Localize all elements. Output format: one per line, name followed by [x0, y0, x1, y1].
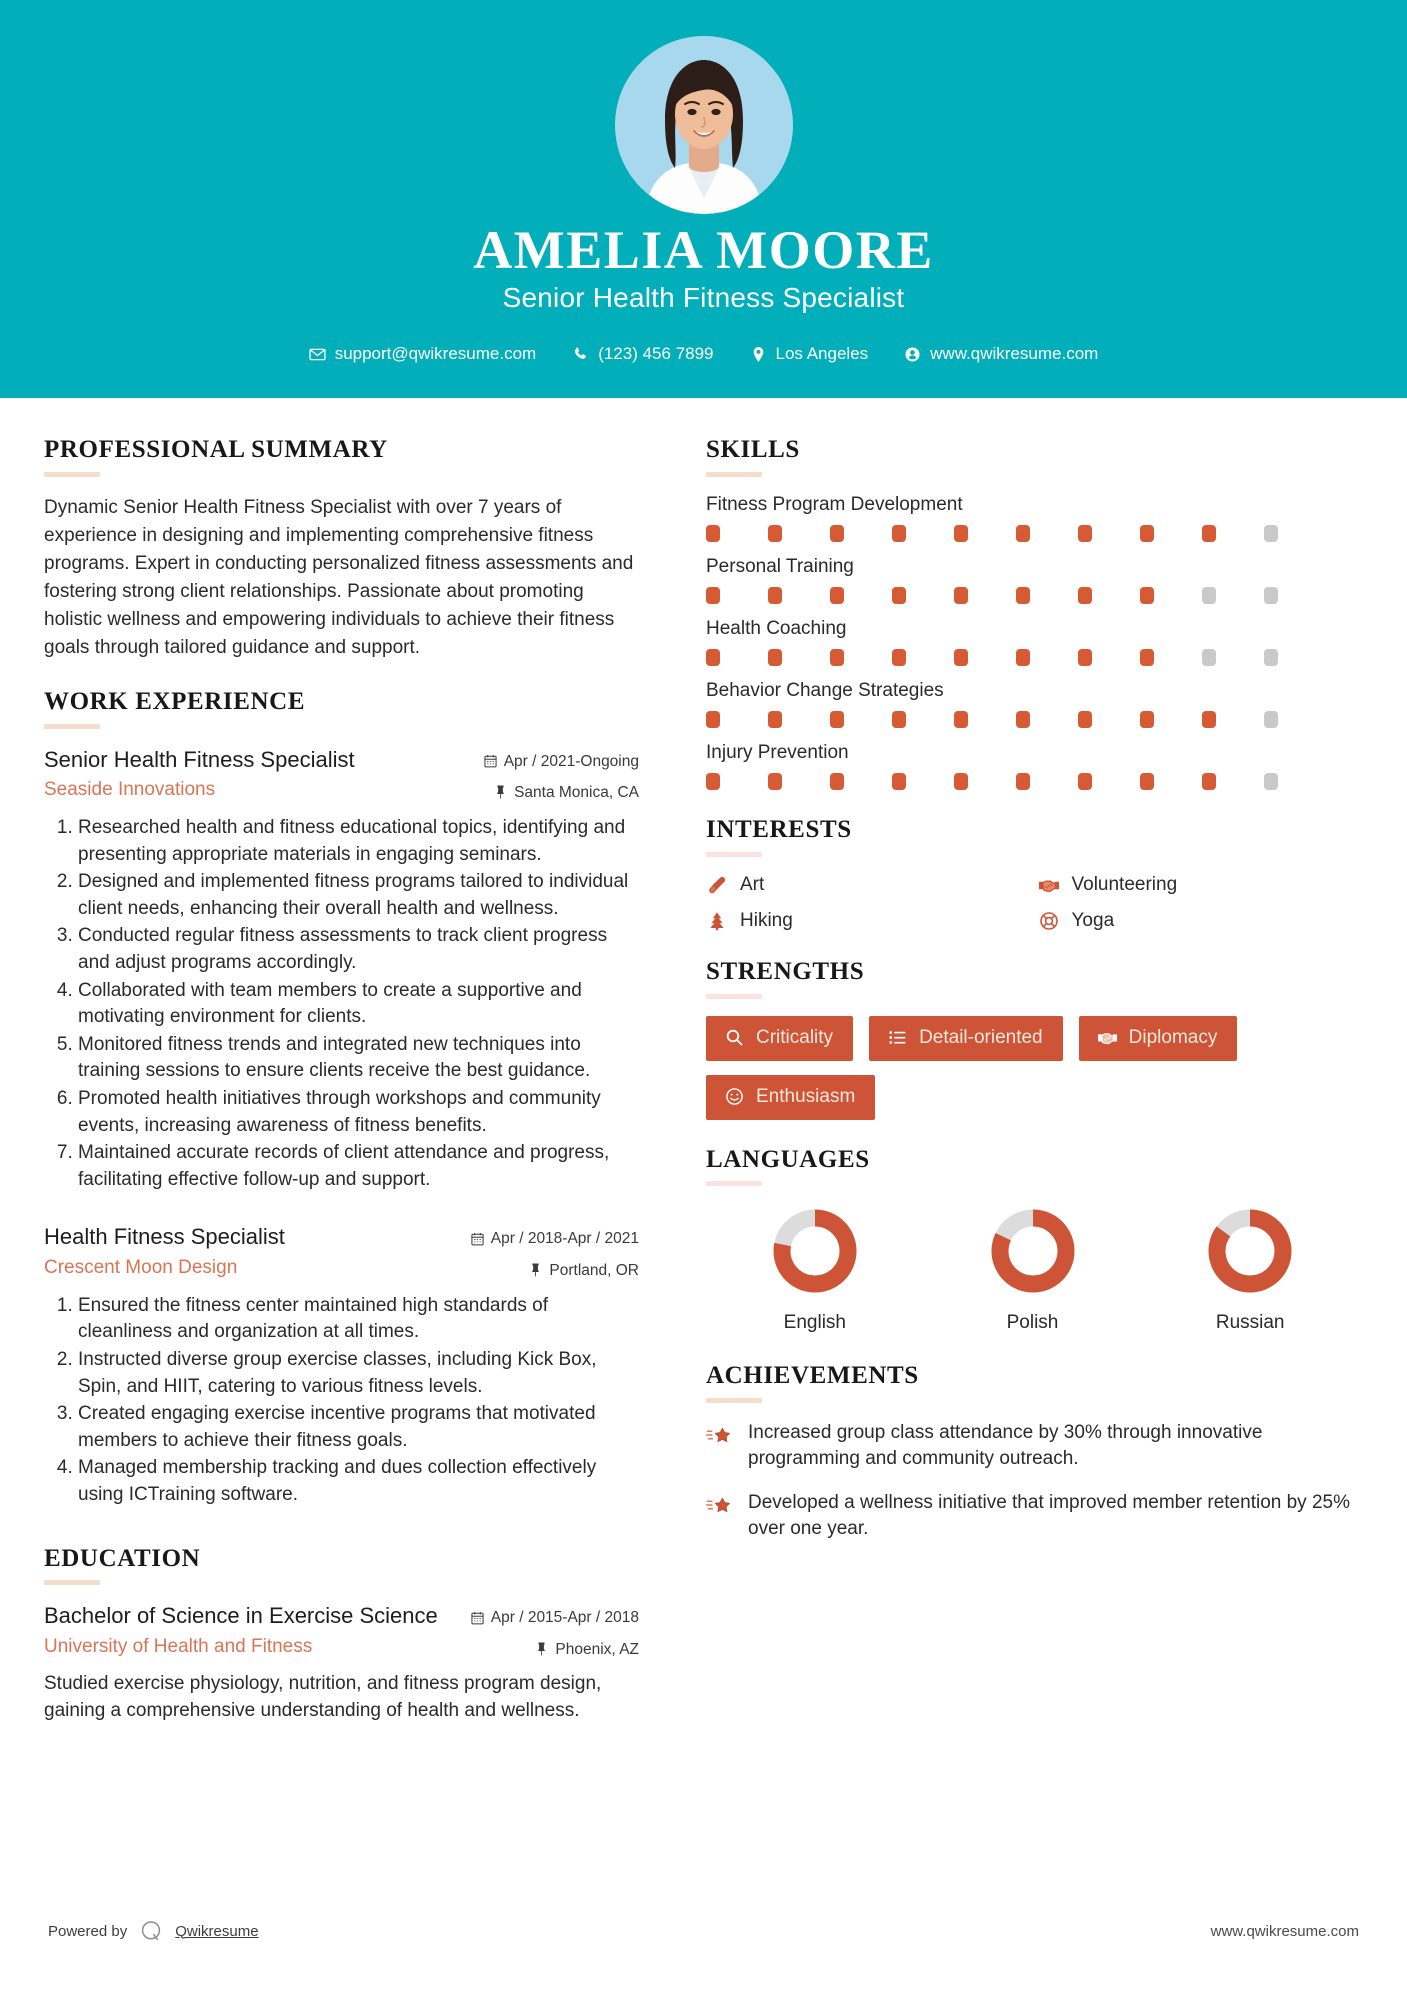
skill-dot-empty: [1264, 587, 1278, 604]
section-rule: [706, 472, 762, 477]
achievement-text: Increased group class attendance by 30% through innovative programming and community outreach.: [748, 1422, 1263, 1470]
smiley-icon: [724, 1086, 745, 1107]
skill-dot-empty: [1264, 649, 1278, 666]
skill-dot-empty: [1202, 649, 1216, 666]
skill-dot-filled: [892, 525, 906, 542]
skill-dot-filled: [954, 773, 968, 790]
section-education: [44, 1545, 639, 1725]
education-school: University of Health and Fitness: [44, 1635, 313, 1657]
calendar-icon: [471, 1232, 484, 1246]
skill-dot-filled: [954, 711, 968, 728]
work-dates-line: [471, 1227, 639, 1250]
section-rule: [706, 1181, 762, 1186]
skill-label: Injury Prevention: [706, 742, 849, 764]
work-bullet: 1. Ensured the fitness center maintained high standards of cleanliness and organization at all times.: [78, 1293, 639, 1346]
skill-dot-filled: [1140, 587, 1154, 604]
section-title-skills: SKILLS: [706, 436, 800, 464]
work-location-line: [471, 1259, 639, 1282]
language-donut-wrap: [706, 1203, 924, 1299]
section-rule: [706, 852, 762, 857]
skill-dot-filled: [768, 773, 782, 790]
skill-dot-filled: [1140, 649, 1154, 666]
language-donut: [1202, 1203, 1298, 1299]
work-role: Senior Health Fitness Specialist: [44, 746, 355, 772]
summary-text: Dynamic Senior Health Fitness Specialist with over 7 years of experience in designing and implementing comprehensive fitness programs. Expert in conducting personalized fitness assessments and fostering strong client relationships. Passionate about promoting holistic wellness and empowering individuals to achieve their fitness goals through tailored guidance and support.: [44, 497, 634, 658]
skill-item: [706, 742, 1359, 790]
languages-list: [706, 1203, 1359, 1334]
work-organization: Seaside Innovations: [44, 779, 216, 801]
resume-body: [0, 398, 1407, 1750]
skill-dot-filled: [1016, 711, 1030, 728]
skill-dot-filled: [1140, 525, 1154, 542]
map-pin-icon: [750, 346, 767, 363]
skill-dot-filled: [1202, 773, 1216, 790]
section-title-strengths: STRENGTHS: [706, 957, 865, 985]
skill-item: [706, 618, 1359, 666]
strength-label: Criticality: [756, 1026, 834, 1048]
skill-dot-filled: [892, 711, 906, 728]
skill-dot-filled: [768, 525, 782, 542]
section-rule: [706, 994, 762, 999]
section-title-interests: INTERESTS: [706, 816, 852, 844]
shooting-star-icon: [706, 1494, 732, 1520]
skill-label: Health Coaching: [706, 618, 847, 640]
handshake-icon: [1097, 1027, 1118, 1048]
work-entry: [44, 1223, 639, 1508]
language-donut: [985, 1203, 1081, 1299]
education-degree: Bachelor of Science in Exercise Science: [44, 1603, 438, 1629]
resume-header: [0, 0, 1407, 398]
skill-label: Behavior Change Strategies: [706, 680, 944, 702]
skill-dot-filled: [706, 649, 720, 666]
skill-dot-empty: [1202, 587, 1216, 604]
section-rule: [44, 724, 100, 729]
skill-dot-filled: [892, 649, 906, 666]
pushpin-icon: [529, 1263, 542, 1277]
skill-dot-filled: [1140, 711, 1154, 728]
language-item: [706, 1203, 924, 1334]
section-title-achievements: ACHIEVEMENTS: [706, 1362, 919, 1390]
left-column: [44, 436, 669, 1750]
work-entry-left: [44, 1223, 457, 1280]
skill-dot-filled: [706, 587, 720, 604]
envelope-icon: [309, 346, 326, 363]
contact-email[interactable]: [291, 344, 555, 364]
skill-dot-filled: [1016, 525, 1030, 542]
pine-tree-icon: [706, 910, 728, 932]
footer-url[interactable]: www.qwikresume.com: [1210, 1922, 1359, 1940]
section-interests: [706, 816, 1359, 932]
skill-rating: [706, 649, 1359, 666]
work-dates: Apr / 2021-Ongoing: [503, 752, 639, 770]
work-bullet: 3. Created engaging exercise incentive programs that motivated members to achieve their fitness goals.: [78, 1401, 639, 1454]
contact-email-text: support@qwikresume.com: [334, 344, 537, 364]
section-professional-summary: [44, 436, 639, 661]
skill-dot-filled: [706, 773, 720, 790]
section-title-summary: PROFESSIONAL SUMMARY: [44, 436, 388, 464]
education-entry-meta: [471, 1602, 639, 1661]
interest-item-art: [706, 874, 1028, 896]
strength-chip-detail-oriented: [869, 1016, 1063, 1061]
work-entry-left: [44, 746, 470, 803]
interest-label: Volunteering: [1071, 873, 1178, 895]
section-title-education: EDUCATION: [44, 1544, 201, 1572]
skill-dot-filled: [830, 773, 844, 790]
section-title-work: WORK EXPERIENCE: [44, 687, 306, 715]
work-bullet: 4. Managed membership tracking and dues collection effectively using ICTraining software.: [78, 1455, 639, 1508]
work-entry-meta: [471, 1223, 639, 1282]
achievement-item: [706, 1490, 1359, 1542]
skill-dot-empty: [1264, 711, 1278, 728]
page-title: AMELIA MOORE: [473, 220, 934, 280]
skill-label: Fitness Program Development: [706, 494, 963, 516]
education-dates-line: [471, 1606, 639, 1629]
skill-dot-filled: [830, 587, 844, 604]
language-label: English: [783, 1312, 846, 1334]
strengths-list: [706, 1016, 1359, 1120]
skill-dot-filled: [1078, 773, 1092, 790]
globe-icon: [904, 346, 921, 363]
skill-dot-filled: [954, 649, 968, 666]
avatar-photo: [615, 36, 793, 214]
language-item: [924, 1203, 1142, 1334]
paintbrush-icon: [706, 874, 728, 896]
skill-dot-filled: [1016, 587, 1030, 604]
skill-dot-filled: [892, 773, 906, 790]
section-achievements: [706, 1362, 1359, 1542]
skill-item: [706, 680, 1359, 728]
strength-label: Diplomacy: [1128, 1026, 1218, 1048]
interests-grid: [706, 874, 1359, 932]
language-donut: [767, 1203, 863, 1299]
shooting-star-icon: [706, 1424, 732, 1450]
skill-dot-filled: [830, 525, 844, 542]
work-location: Portland, OR: [549, 1261, 639, 1279]
pushpin-icon: [535, 1642, 548, 1656]
skill-rating: [706, 773, 1359, 790]
education-entry-header: [44, 1602, 639, 1661]
education-entry-left: [44, 1602, 457, 1659]
skill-dot-filled: [1078, 649, 1092, 666]
section-languages: [706, 1146, 1359, 1335]
qwikresume-logo-icon: [138, 1918, 164, 1944]
work-bullet: 4. Collaborated with team members to create a supportive and motivating environment for clients.: [78, 978, 639, 1031]
work-entry-meta: [484, 746, 639, 805]
section-rule: [44, 472, 100, 477]
section-rule: [706, 1398, 762, 1403]
skill-dot-filled: [830, 649, 844, 666]
skill-rating: [706, 587, 1359, 604]
skill-dot-filled: [892, 587, 906, 604]
education-dates: Apr / 2015-Apr / 2018: [490, 1609, 639, 1627]
handshake-icon: [1038, 874, 1060, 896]
work-location-line: [484, 781, 639, 804]
section-strengths: [706, 958, 1359, 1120]
skill-dot-filled: [1016, 773, 1030, 790]
pushpin-icon: [494, 785, 507, 799]
achievement-item: [706, 1420, 1359, 1472]
education-description: Studied exercise physiology, nutrition, and fitness program design, gaining a comprehensive understanding of health and wellness.: [44, 1672, 602, 1721]
contact-location: [732, 344, 887, 364]
skill-dot-filled: [1078, 587, 1092, 604]
lifebuoy-icon: [1038, 910, 1060, 932]
work-bullets: [44, 815, 639, 1193]
skill-dot-filled: [706, 711, 720, 728]
skill-dot-empty: [1264, 773, 1278, 790]
skill-dot-filled: [1078, 711, 1092, 728]
work-bullet: 7. Maintained accurate records of client attendance and progress, facilitating effective follow-up and support.: [78, 1140, 639, 1193]
qwikresume-brand-link[interactable]: Qwikresume: [175, 1922, 259, 1940]
skill-dot-filled: [1078, 525, 1092, 542]
skill-dot-filled: [1016, 649, 1030, 666]
work-bullet: 5. Monitored fitness trends and integrated new techniques into training sessions to ensure clients receive the best guidance.: [78, 1032, 639, 1085]
skill-item: [706, 556, 1359, 604]
powered-by-block: [48, 1918, 259, 1944]
resume-footer: [0, 1918, 1407, 1944]
strength-chip-enthusiasm: [706, 1075, 875, 1120]
section-work-experience: [44, 688, 639, 1509]
interest-label: Hiking: [740, 909, 793, 931]
work-dates: Apr / 2018-Apr / 2021: [490, 1230, 639, 1248]
skill-dot-filled: [1202, 711, 1216, 728]
work-bullet: 1. Researched health and fitness educational topics, identifying and presenting appropriate materials in engaging seminars.: [78, 815, 639, 868]
skill-dot-filled: [706, 525, 720, 542]
skill-dot-filled: [954, 525, 968, 542]
work-bullet: 2. Instructed diverse group exercise classes, including Kick Box, Spin, and HIIT, catering to various fitness levels.: [78, 1347, 639, 1400]
interest-label: Art: [740, 873, 765, 895]
section-skills: [706, 436, 1359, 790]
avatar: [615, 36, 793, 214]
skill-dot-filled: [768, 587, 782, 604]
skill-dot-filled: [954, 587, 968, 604]
skill-label: Personal Training: [706, 556, 854, 578]
contact-location-text: Los Angeles: [775, 344, 869, 364]
work-organization: Crescent Moon Design: [44, 1256, 238, 1278]
interest-item-hiking: [706, 910, 1028, 932]
work-bullets: [44, 1293, 639, 1509]
right-column: [669, 436, 1359, 1568]
skill-dot-filled: [830, 711, 844, 728]
contact-row: [0, 344, 1407, 364]
skill-dot-filled: [1202, 525, 1216, 542]
work-bullet: 3. Conducted regular fitness assessments to track client progress and adjust programs accordingly.: [78, 923, 639, 976]
interest-item-volunteering: [1038, 874, 1360, 896]
work-location: Santa Monica, CA: [514, 783, 639, 801]
interest-label: Yoga: [1071, 909, 1115, 931]
contact-phone-text: (123) 456 7899: [598, 344, 714, 364]
work-entry-header: [44, 746, 639, 805]
contact-website[interactable]: [886, 344, 1116, 364]
powered-by-label: Powered by: [48, 1922, 128, 1940]
education-location: Phoenix, AZ: [555, 1640, 639, 1658]
skill-dot-empty: [1264, 525, 1278, 542]
skill-rating: [706, 711, 1359, 728]
language-item: [1141, 1203, 1359, 1334]
calendar-icon: [484, 754, 497, 768]
work-dates-line: [484, 750, 639, 773]
work-entry-header: [44, 1223, 639, 1282]
calendar-icon: [471, 1611, 484, 1625]
phone-icon: [572, 346, 589, 363]
strength-chip-criticality: [706, 1016, 853, 1061]
work-bullet: 2. Designed and implemented fitness programs tailored to individual client needs, enhancing their overall health and wellness.: [78, 869, 639, 922]
language-donut-wrap: [1141, 1203, 1359, 1299]
skill-dot-filled: [1140, 773, 1154, 790]
work-role: Health Fitness Specialist: [44, 1224, 285, 1250]
contact-phone[interactable]: [554, 344, 731, 364]
contact-website-text: www.qwikresume.com: [930, 344, 1099, 364]
section-title-languages: LANGUAGES: [706, 1145, 870, 1173]
skill-dot-filled: [768, 711, 782, 728]
strength-label: Detail-oriented: [919, 1026, 1043, 1048]
language-label: Polish: [1006, 1312, 1059, 1334]
work-entry: [44, 746, 639, 1194]
skill-item: [706, 494, 1359, 542]
strength-label: Enthusiasm: [756, 1085, 856, 1107]
magnifier-icon: [724, 1027, 745, 1048]
achievement-text: Developed a wellness initiative that improved member retention by 25% over one year.: [748, 1491, 1350, 1539]
interest-item-yoga: [1038, 910, 1360, 932]
education-entry: [44, 1602, 639, 1724]
work-bullet: 6. Promoted health initiatives through workshops and community events, increasing awareness of fitness benefits.: [78, 1086, 639, 1139]
strength-chip-diplomacy: [1079, 1016, 1238, 1061]
skill-rating: [706, 525, 1359, 542]
skill-dot-filled: [768, 649, 782, 666]
list-icon: [887, 1027, 908, 1048]
language-label: Russian: [1215, 1312, 1285, 1334]
section-rule: [44, 1580, 100, 1585]
job-title: Senior Health Fitness Specialist: [502, 282, 905, 314]
education-location-line: [471, 1638, 639, 1661]
language-donut-wrap: [924, 1203, 1142, 1299]
